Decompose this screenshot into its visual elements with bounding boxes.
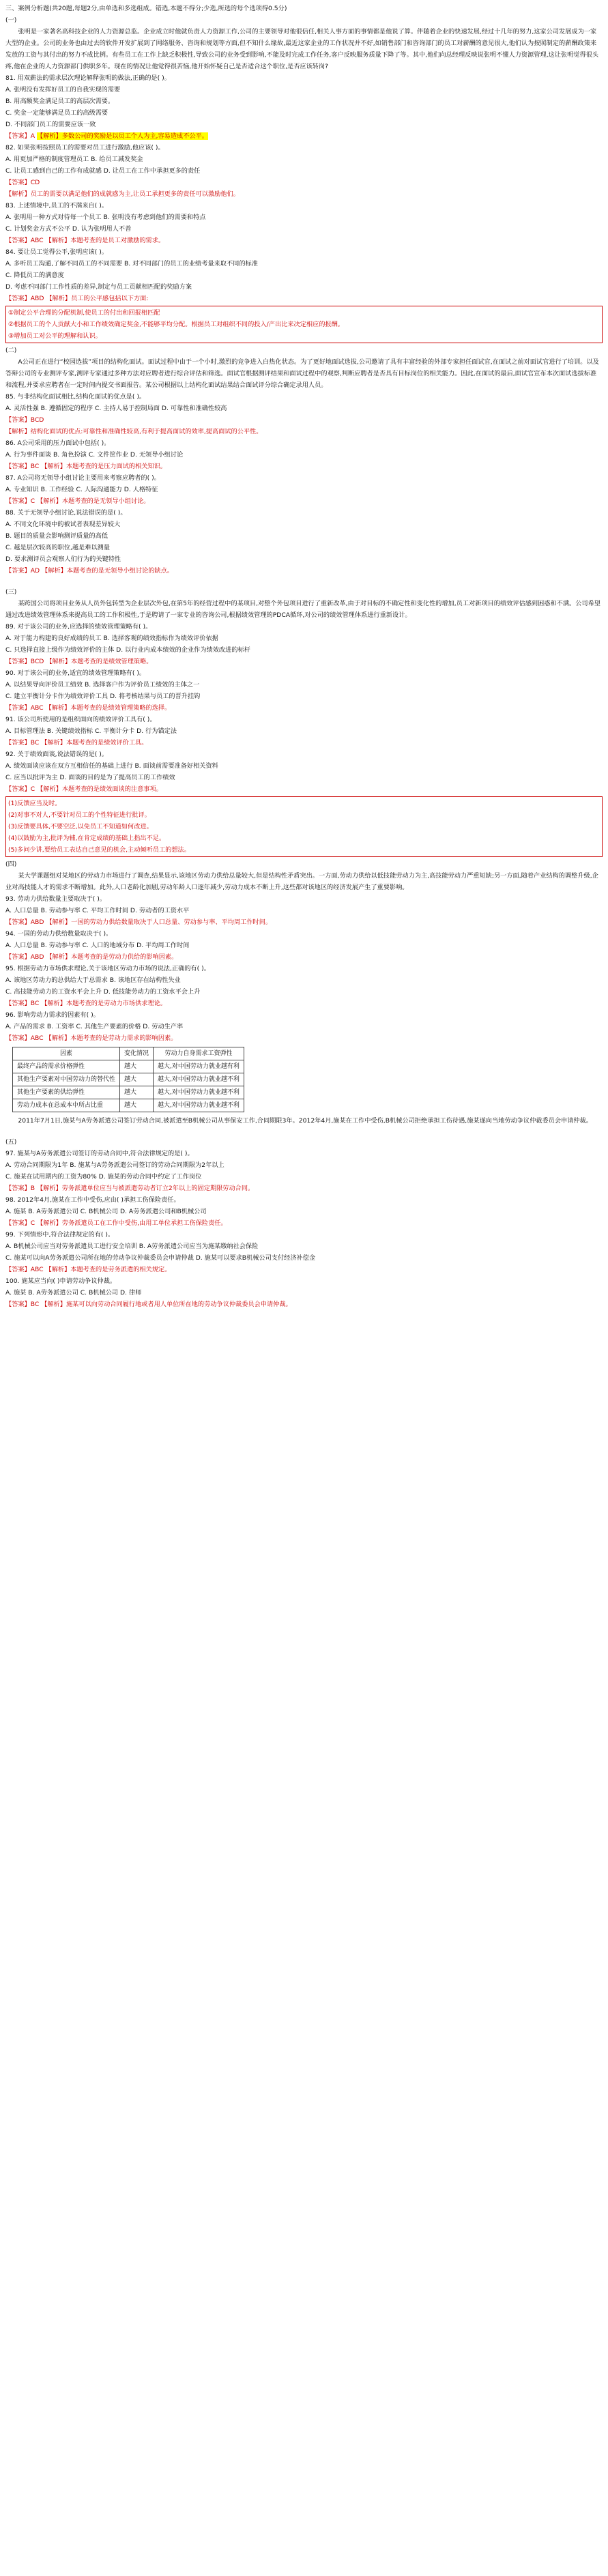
option: A. 行为事件面谈 B. 角色扮演 C. 文件筐作业 D. 无领导小组讨论 [5,451,184,459]
case3-q90 [5,667,603,714]
table-cell: 其他生产要素的供给弹性 [13,1086,120,1099]
table-cell: 越大,对中国劳动力就业越不利 [154,1086,244,1099]
answer-line [5,130,603,142]
case5-q97 [5,1148,603,1194]
case1-q81 [5,72,603,142]
table-cell: 最终产品的需求价格弹性 [13,1060,120,1073]
case5-q99 [5,1229,603,1275]
option: A. 多听员工沟通,了解不同员工的不同需要 B. 对不同部门的员工的业绩考量来取不同的标准 [5,260,258,267]
question-stem: 93. 劳动力供给数量主要取决于( )。 [5,895,106,903]
option: A. 对于能力构建的良好成绩的员工 B. 选择客观的绩效指标作为绩效评价依据 [5,635,218,642]
answer-label: 【答案】BCD [5,658,44,665]
option: A. 人口总量 B. 劳动参与率 C. 平均工作时间 D. 劳动者的工资水平 [5,907,190,914]
answer-line [5,235,603,246]
question-stem: 97. 施某与A劳务派遣公司签订的劳动合同中,符合法律规定的是( )。 [5,1150,194,1157]
answer-label: 【答案】ABD [5,918,44,926]
option: A. 施某 B. A劳务派遣公司 C. B机械公司 D. 律师 [5,1289,142,1297]
option: C. 高技能劳动力的工资水平会上升 D. 低技能劳动力的工资水平会上升 [5,988,201,996]
case2-q87 [5,472,603,507]
option: A. 施某 B. A劳务派遣公司 C. B机械公司 D. A劳务派遣公司和B机械公司 [5,1208,207,1215]
table-cell: 其他生产要素对中国劳动力的替代性 [13,1073,120,1086]
answer-explanation: 【解析】劳务派遣单位应当与被派遣劳动者订立2年以上的固定期限劳动合同。 [36,1185,255,1192]
option: C. 计划奖金方式不公平 D. 认为张明用人不善 [5,225,132,233]
question-stem: 100. 施某应当向( )申请劳动争议仲裁。 [5,1277,117,1285]
answer-line [5,1299,603,1310]
option: A. 张明用一种方式对待每一个员工 B. 张明没有考虑到他们的需要和特点 [5,214,206,221]
table-header: 变化情况 [120,1047,154,1060]
answer-explanation: 【解析】本题考查的是劳务派遣的相关规定。 [45,1266,171,1273]
answer-explanation: 【解析】本题考查的是员工对激励的需求。 [45,237,165,244]
answer-explanation: 【解析】本题考查的是绩效管理策略。 [46,658,153,665]
table-cell: 越大,对中国劳动力就业越不利 [154,1099,244,1112]
answer-line [5,1217,603,1229]
question-stem: 88. 关于无领导小组讨论,说法错误的是( )。 [5,509,127,517]
answer-explanation: 【解析】本题考查的是绩效管理策略的选择。 [45,704,171,712]
answer-explanation: 【解析】员工的需要以满足他们的成就感为主,让员工承担更多的责任可以激励他们。 [5,190,240,198]
box-line: ②根据员工的个人贡献大小和工作绩效确定奖金,不能够平均分配。根据员工对组织不同的投入/产出比来决定相应的报酬。 [8,321,344,328]
table-cell: 越大 [120,1073,154,1086]
elasticity-table [12,1047,244,1112]
option: A. 灵活性强 B. 遵循固定的程序 C. 主持人易于控制局面 D. 可靠性和准确性较高 [5,405,227,412]
table-row [13,1060,244,1073]
table-row [13,1099,244,1112]
case2-q86 [5,437,603,472]
answer-line [5,656,603,667]
answer-line [5,916,603,928]
answer-label: 【答案】C [5,497,35,505]
answer-explanation: 【解析】施某可以向劳动合同履行地或者用人单位所在地的劳动争议仲裁委员会申请仲裁。 [41,1301,292,1308]
option: D. 考虑不同部门工作性质的差异,制定与员工贡献相匹配的奖励方案 [5,283,192,291]
option: C. 施某可以向A劳务派遣公司所在地的劳动争议仲裁委员会申请仲裁 D. 施某可以要求B机械公司支付经济补偿金 [5,1254,316,1262]
answer-line [5,951,603,963]
option: A. 专业知识 B. 工作经验 C. 人际沟通能力 D. 人格特征 [5,486,158,493]
question-stem: 90. 对于该公司的业务,适宜的绩效管理策略有( )。 [5,669,146,677]
question-stem: 87. A公司将无领导小组讨论主要用来考察应聘者的( )。 [5,474,160,482]
answer-label: 【答案】BC [5,1301,40,1308]
box-line: (4)以鼓励为主,批评为辅,在肯定成绩的基础上指出不足。 [8,835,166,842]
table-cell: 越大 [120,1099,154,1112]
option: D. 要求测评员会观察人们行为的关键特性 [5,555,121,563]
question-stem: 96. 影响劳动力需求的因素有( )。 [5,1011,100,1019]
option: A. 该地区劳动力的总供给大于总需求 B. 该地区存在结构性失业 [5,976,181,984]
option: C. 应当以批评为主 D. 面谈的目的是为了提高员工的工作绩效 [5,774,175,781]
answer-line [5,1032,603,1044]
table-cell: 越大,对中国劳动力就业越有利 [154,1060,244,1073]
option: A. B机械公司应当对劳务派遣员工进行安全培训 B. A劳务派遣公司应当为施某缴纳社会保险 [5,1243,259,1250]
case5-q98 [5,1194,603,1229]
answer-label: 【答案】CD [5,179,40,186]
answer-explanation: 【解析】结构化面试的优点:可靠性和准确性较高,有利于提高面试的效率,提高面试的公平性。 [5,428,263,435]
answer-explanation: 【解析】本题考查的是无领导小组讨论。 [37,497,150,505]
question-stem: 84. 要让员工觉得公平,张明应该( )。 [5,248,108,256]
case4-label: (四) [5,860,17,868]
option: A. 产品的需求 B. 工资率 C. 其他生产要素的价格 D. 劳动生产率 [5,1023,184,1030]
option: C. 让员工感到自己的工作有成就感 D. 让员工在工作中承担更多的责任 [5,167,201,175]
answer-label: 【答案】ABC [5,1034,44,1042]
answer-label: 【答案】AD [5,567,40,575]
table-cell: 越大,对中国劳动力就业越不利 [154,1073,244,1086]
option: A. 人口总量 B. 劳动参与率 C. 人口的地域分布 D. 平均周工作时间 [5,942,190,949]
table-cell: 越大 [120,1060,154,1073]
option: C. 越是层次较高的职位,越是难以测量 [5,544,110,551]
option: A. 张明没有发挥好员工的自我实现的需要 [5,86,121,93]
answer-line [5,998,603,1009]
box-line: ③增加员工对公平的理解和认识。 [8,332,102,340]
answer-explanation: 【解析】员工的公平感包括以下方面: [46,295,149,302]
answer-line [5,1264,603,1275]
feedback-box [5,796,603,857]
option: C. 施某在试用期内的工资为80% D. 施某的劳动合同中约定了工作岗位 [5,1173,202,1181]
answer-explanation: 【解析】本题考查的是无领导小组讨论的缺点。 [42,567,173,575]
answer-explanation: 【解析】多数公司的奖励是以员工个人为主,容易造成不公平。 [36,132,208,140]
answer-line [5,461,603,472]
table-row [13,1073,244,1086]
answer-line [5,495,603,507]
question-stem: 83. 上述情境中,员工的不满来自( )。 [5,202,108,209]
case2-q88 [5,507,603,577]
question-stem: 81. 用双薪法的需求层次理论解释张明的做法,正确的是( )。 [5,74,171,82]
box-line: ①制定公平合理的分配机制,使员工的付出和回报相匹配 [8,309,160,317]
case2-q85 [5,391,603,437]
case4-q94 [5,928,603,963]
answer-label: 【答案】B [5,1185,35,1192]
case3-q89 [5,621,603,667]
option: C. 建立平衡计分卡作为绩效评价工具 D. 将考核结果与员工的晋升挂钩 [5,693,201,700]
question-stem: 91. 该公司所使用的是组织面向的绩效评价工具有( )。 [5,716,156,723]
case1-label: (一) [5,16,17,24]
answer-explanation: 【解析】一国的劳动力供给数量取决于人口总量、劳动参与率、平均周工作时间。 [46,918,272,926]
option: C. 降低员工的满意度 [5,272,64,279]
option: A. 以结果导向评价员工绩效 B. 选择客户作为评价员工绩效的主体之一 [5,681,200,689]
question-stem: 99. 下列情形中,符合法律规定的有( )。 [5,1231,115,1239]
answer-explanation: 【解析】本题考查的是劳动力市场供求理论。 [41,1000,167,1007]
box-line: (3)反馈要具体,不要空泛,以免员工不知道如何改进。 [8,823,153,830]
answer-explanation: 【解析】本题考查的是劳动力供给的影响因素。 [46,953,178,961]
table-row [13,1086,244,1099]
table-header-row [13,1047,244,1060]
question-stem: 98. 2012年4月,施某在工作中受伤,应由( )承担工伤保险责任。 [5,1196,180,1204]
option: A. 绩效面谈应该在双方互相信任的基础上进行 B. 面谈前需要准备好相关资料 [5,762,218,770]
box-line: (5)多问少讲,要给员工表达自己意见的机会,主动倾听员工的想法。 [8,846,190,854]
case1-q84 [5,246,603,343]
answer-explanation: 【解析】本题考查的是劳动力需求的影响因素。 [45,1034,177,1042]
case2-text: A公司正在进行“校园选拔”项目的结构化面试。面试过程中由于一个小时,激烈的竞争进入白热化状态。为了更好地面试选拔,公司邀请了具有丰富经验的外部专家担任面试官,在面试之前对面试官进行了培训。以及答辩公司的专业测评专家,测评专家通过多种方法对应聘者进行综合评估和筛选。面试官根据测评结果和面试过程中的观察,判断应聘者是否具有目标岗位的相关能力。因此,在面试的最后,面试官宣布本次面试选拔标准和流程,并要求应聘者在一定时间内提交书面报告。某公司根据以上结构化面试结果结合面试评分综合确定录用人员。 [5,358,599,389]
question-stem: 92. 关于绩效面谈,说法错误的是( )。 [5,751,108,758]
answer-label: 【答案】BCD [5,416,44,424]
answer-label: 【答案】ABC [5,704,44,712]
answer-explanation: 【解析】本题考查的是压力面试的相关知识。 [41,463,167,470]
case5-q100 [5,1275,603,1310]
question-stem: 94. 一国的劳动力供给数量取决于( )。 [5,930,113,938]
case4-q93 [5,893,603,928]
case1-q83 [5,200,603,246]
option: B. 题目的质量会影响测评质量的高低 [5,532,108,540]
answer-label: 【答案】BC [5,1000,40,1007]
case4-text: 某大学课题组对某地区的劳动力市场进行了调查,结果显示,该地区劳动力供给总量较大,但是结构性矛盾突出。一方面,劳动力供给以低技能劳动力为主,高技能劳动力严重短缺;另一方面,随着产业结构的调整升级,企业对高技能人才的需求不断增加。此外,人口老龄化加剧,劳动年龄人口逐年减少,劳动力成本不断上升,这些都对该地区的经济发展产生了重要影响。 [5,872,598,891]
case4-q96 [5,1009,603,1044]
case1-q82 [5,142,603,200]
case2-label: (二) [5,347,17,354]
answer-explanation: 【解析】劳务派遣员工在工作中受伤,由用工单位承担工伤保险责任。 [37,1219,227,1227]
case3-q91 [5,714,603,749]
answer-line [5,565,603,577]
question-stem: 89. 对于该公司的业务,应选择的绩效管理策略有( )。 [5,623,152,631]
table-cell: 越大 [120,1086,154,1099]
answer-explanation: 【解析】本题考查的是绩效评价工具。 [41,739,148,747]
answer-label: 【答案】ABC [5,1266,44,1273]
option: D. 不同部门员工的需要应该一致 [5,121,96,128]
table-header: 因素 [13,1047,120,1060]
table-cell: 劳动力成本在总成本中所占比重 [13,1099,120,1112]
answer-label: 【答案】ABD [5,953,44,961]
answer-label: 【答案】C [5,1219,35,1227]
case4-post-table-text: 2011年7月1日,施某与A劳务派遣公司签订劳动合同,被派遣至B机械公司从事保安工作,合同期限3年。2012年4月,施某在工作中受伤,B机械公司拒绝承担工伤待遇,施某遂向当地劳动争议仲裁委员会申请仲裁。 [18,1117,592,1125]
answer-line [5,1183,603,1194]
answer-line [5,293,603,304]
box-line: (1)反馈应当及时。 [8,800,61,807]
case3-text: 某跨国公司将项目业务从人员外包转型为企业层次外包,在第5年的经营过程中的某项目,对整个外包项目进行了重新改革,由于对目标的不确定性和变化性的增加,员工对新项目的绩效评估感到困惑和不满。公司希望通过改进绩效管理体系来提高员工的工作积极性,于是聘请了一家专业的咨询公司,根据绩效管理的PDCA循环,对公司的绩效管理体系进行重新设计。 [5,600,600,619]
answer-explanation: 【解析】本题考查的是绩效面谈的注意事项。 [37,785,162,793]
case4-q95 [5,963,603,1009]
option: A. 劳动合同期限为1年 B. 施某与A劳务派遣公司签订的劳动合同期限为2年以上 [5,1161,225,1169]
case1-text: 张明是一家著名高科技企业的人力资源总监。企业成立时他就负责人力资源工作,公司的主要领导对他很信任,相关人事方面的事情都是他说了算。伴随着企业的快速发展,经过十几年的努力,这家公司发展成为一家大型的企业。公司的业务也由过去的软件开发扩展到了网络服务、咨询和规划等方面,但不知什么缘故,最近这家企业的工作状况并不好,如销售部门和咨询部门的员工对薪酬的意见很大,他们认为按照制定的薪酬政策来发放的工资与其付出的努力不成比例。有些员工在工作上缺乏积极性,导致公司的业务受到影响,不能及时完成工作任务,客户反映服务质量下降了等。其中,他们向总经理反映说张明不懂人力资源管理,这让张明觉得很头疼,他在企业的人力资源部门供职多年。现在的情况让他觉得很苦恼,他开始怀疑自己是否适合这个职位,是否应该转岗? [5,28,599,70]
answer-label: 【答案】A [5,132,35,140]
answer-label: 【答案】BC [5,739,40,747]
answer-label: 【答案】ABC [5,237,44,244]
answer-label: 【答案】ABD [5,295,44,302]
option: C. 奖金一定能够满足员工的高级需要 [5,109,108,117]
case3-q92 [5,749,603,857]
table-header: 劳动力自身需求工资弹性 [154,1047,244,1060]
option: C. 只选择直接上级作为绩效评价的主体 D. 以行业内成本绩效的企业作为绩效改进的标杆 [5,646,250,654]
section-title: 三、案例分析题(共20题,每题2分,由单选和多选组成。错选,本题不得分;少选,所选的每个选项得0.5分) [5,5,287,12]
question-stem: 86. A公司采用的压力面试中包括( )。 [5,439,111,447]
case3-label: (三) [5,588,17,596]
answer-label: 【答案】C [5,785,35,793]
answer-label: 【答案】BC [5,463,40,470]
question-stem: 95. 根据劳动力市场供求理论,关于该地区劳动力市场的说法,正确的有( )。 [5,965,210,972]
question-stem: 85. 与非结构化面试相比,结构化面试的优点是( )。 [5,393,146,401]
answer-line [5,702,603,714]
fairness-box [5,306,603,343]
option: A. 用更加严格的制度管理员工 B. 给员工减发奖金 [5,156,143,163]
answer-line [5,737,603,749]
answer-line [5,783,603,795]
question-stem: 82. 如果张明按照员工的需要对员工进行激励,他应该( )。 [5,144,164,151]
box-line: (2)对事不对人,不要针对员工的个性特征进行批评。 [8,811,151,819]
option: B. 用高额奖金满足员工的高层次需要。 [5,98,115,105]
option: A. 目标管理法 B. 关键绩效指标 C. 平衡计分卡 D. 行为锚定法 [5,727,177,735]
case5-label: (五) [5,1138,17,1146]
option: A. 不同文化环境中的被试者表现差异较大 [5,521,121,528]
